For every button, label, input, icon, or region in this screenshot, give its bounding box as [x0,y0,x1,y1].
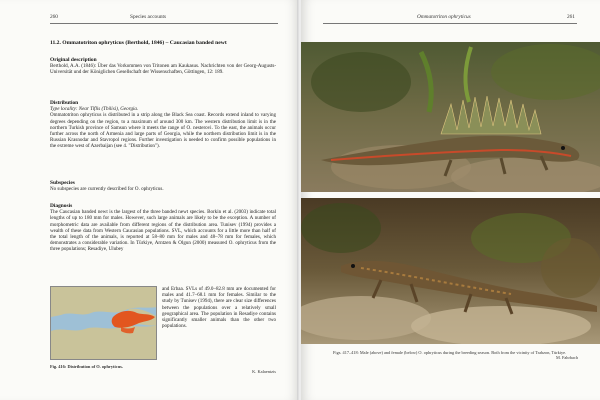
female-newt-image [301,198,600,344]
photo-caption-text: Figs. 417–418: Male (above) and female (below) O. ophryticus during the breeding season. Both from the vicinity of Trabzon, Türkiye. [333,350,567,355]
diagnosis-text: The Caucasian banded newt is the largest of the three banded newt species. Borkin et al. (2003) indicate total lengths of up to 180 mm for males. However, such large animals are likely to be the exception. A number of morphometric data are available from different regions of the distribution area. Tunisev (1994) provides a wealth of these data from Western Caucasian populations. SVL, which accounts for a little more than half of the total length of the animals, is reported at 58–80 mm for males and 48–78 mm for females, which demonstrates a considerable variation. In Türkiye, Arntzen & Olgun (2000) measured O. ophryticus from the three populations; Resadiye, Ulubey [50,209,276,253]
right-page-number: 261 [567,14,575,20]
header-rule-right [323,23,577,24]
male-newt-image [301,42,600,192]
species-title: 11.2. Ommatotriton ophryticus (Berthold, 1846) – Caucasian banded newt [50,40,227,46]
land-south [51,325,157,360]
diagnosis-heading: Diagnosis [50,203,73,209]
subspecies-heading: Subspecies [50,180,75,186]
left-page-number: 260 [50,14,58,20]
map-caption [50,364,276,374]
distribution-map [50,286,157,360]
left-running-head: Species accounts [130,14,167,20]
male-newt-photo [301,42,600,192]
distribution-text: Ommatotriton ophryticus is distributed in a strip along the Black Sea coast. Records extend inland to varying degrees depending on the region, to a maximum of around 300 km. The western distribution limit is in the northern Turkish province of Samsun where it meets the range of O. nesterovi. To the east, the animals occur further across the north of Armenia and large parts of Georgia, while the northern distribution limit is in the Russian Krasnodar and Stavropol regions. Further investigation is needed to confirm possible populations in the extreme west of Azerbaijan (see 4. "Distribution"). [50,112,276,150]
map-graphic [51,287,157,360]
subspecies-section [50,180,276,192]
diagnosis-text-continued: and Erbaa. SVLs of 49.0–82.8 mm are documented for males and 41.7–68.1 mm for females. Similar to the study by Tunisev (1994), there are clear size differences between the populations over a relatively small geographical area. The population in Resadiye contains significantly smaller animals than the other two populations. [162,286,276,330]
diagnosis-continued [162,286,276,329]
subspecies-text: No subspecies are currently described for O. ophryticus. [50,186,164,193]
diagnosis-section [50,203,276,253]
photo-caption [333,350,578,361]
type-locality: Type locality: Near Tiflis (Tbilisi), Georgia. [50,106,139,113]
map-credit: K. Kalaentzis [252,369,276,374]
map-caption-text: Fig. 416: Distribution of O. ophryticus. [50,364,123,369]
right-page [301,0,600,400]
photo-credit: M. Fahrbach [556,355,578,361]
distribution-section [50,100,276,150]
female-newt-photo [301,198,600,344]
original-description-heading: Original description [50,57,97,63]
original-description-section [50,57,276,76]
original-description-text: Berthold, A.A. (1846): Über das Vorkommen von Tritonen am Kaukasus. Nachrichten von der Georg-Augusts-Universität und der Königlichen Gesellschaft der Wissenschaften, Göttingen, 12: 189. [50,63,276,76]
left-page [0,0,299,400]
right-running-head: Ommatotriton ophryticus [417,14,471,20]
distribution-heading: Distribution [50,100,79,106]
header-rule [50,23,278,24]
